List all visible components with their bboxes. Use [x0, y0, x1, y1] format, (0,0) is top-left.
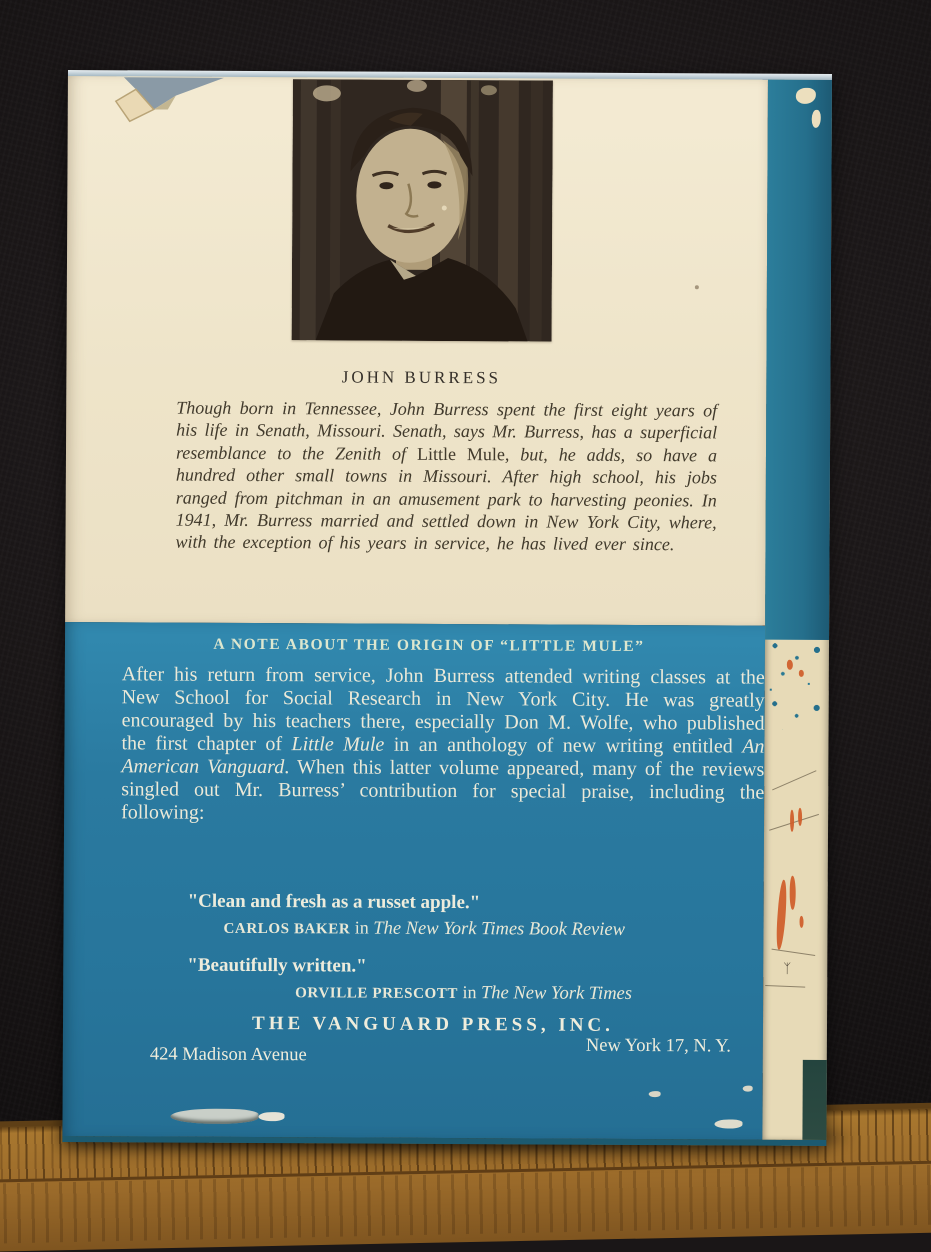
torn-corner [106, 75, 256, 128]
orange-wear-mark [790, 810, 794, 832]
spine-teal-section [765, 80, 832, 640]
author-portrait-photo [292, 79, 553, 341]
jacket-wear-chip [743, 1086, 753, 1092]
review-quote-1: "Clean and fresh as a russet apple." [187, 890, 481, 914]
board-corner-dark-edge [802, 1060, 826, 1140]
spine-sketch-line [772, 949, 816, 956]
orange-wear-mark [799, 670, 804, 677]
jacket-wear-chip [170, 1109, 258, 1124]
review-critic-2: ORVILLE PRESCOTT [295, 985, 459, 1003]
spine-figure-sketch: ᛉ [783, 961, 792, 977]
publisher-city: New York 17, N. Y. [585, 1035, 731, 1057]
jacket-stain-spot [695, 285, 699, 289]
author-bio-paragraph: Though born in Tennessee, John Burress spent the first eight years of his life in Senath, Missouri. Senath, says Mr. Burress, has a superficial resemblance to the Zenith of Little Mule, but, he adds, so have a hundred other small towns in Missouri. After high school, his jobs ranged from pitchman in an amusement park to harvesting peonies. In 1941, Mr. Burress married and settled down in New York City, where, with the exception of his years in service, he has lived ever since. [175, 397, 718, 555]
review-attribution-1 [223, 917, 625, 941]
book-back-cover [62, 70, 832, 1146]
orange-wear-mark [775, 880, 788, 950]
note-heading: A NOTE ABOUT THE ORIGIN OF “LITTLE MULE” [213, 635, 645, 656]
publisher-name: THE VANGUARD PRESS, INC. [252, 1012, 614, 1036]
review-source-1: The New York Times Book Review [373, 918, 626, 940]
orange-wear-mark [787, 660, 793, 670]
orange-wear-mark [800, 916, 804, 928]
spine-fold-strip [762, 80, 832, 1140]
review-quote-2: "Beautifully written." [187, 954, 367, 977]
note-paragraph: After his return from service, John Burress attended writing classes at the New School for Social Research in New York City. He was greatly encouraged by his teachers there, especially Don M. Wolfe, who published the first chapter of Little Mule in an anthology of new writing entitled An American Vanguard. When this latter volume appeared, many of the reviews singled out Mr. Burress’ contribution for special praise, including the following: [121, 663, 765, 824]
author-name: JOHN BURRESS [341, 367, 502, 388]
orange-wear-mark [790, 876, 796, 910]
review-conjunction-1: in [350, 917, 374, 938]
review-attribution-2 [295, 981, 632, 1005]
jacket-wear-chip [258, 1112, 284, 1121]
jacket-wear-chip [714, 1119, 742, 1128]
review-source-2: The New York Times [480, 983, 633, 1004]
publisher-address: 424 Madison Avenue [149, 1044, 307, 1066]
jacket-wear-chip [649, 1091, 661, 1097]
orange-wear-mark [798, 808, 802, 826]
spine-sketch-line [765, 985, 805, 988]
review-conjunction-2: in [457, 982, 482, 1003]
review-critic-1: CARLOS BAKER [223, 920, 351, 938]
spine-sketch-line [772, 770, 816, 790]
spine-worn-transition [765, 638, 829, 730]
